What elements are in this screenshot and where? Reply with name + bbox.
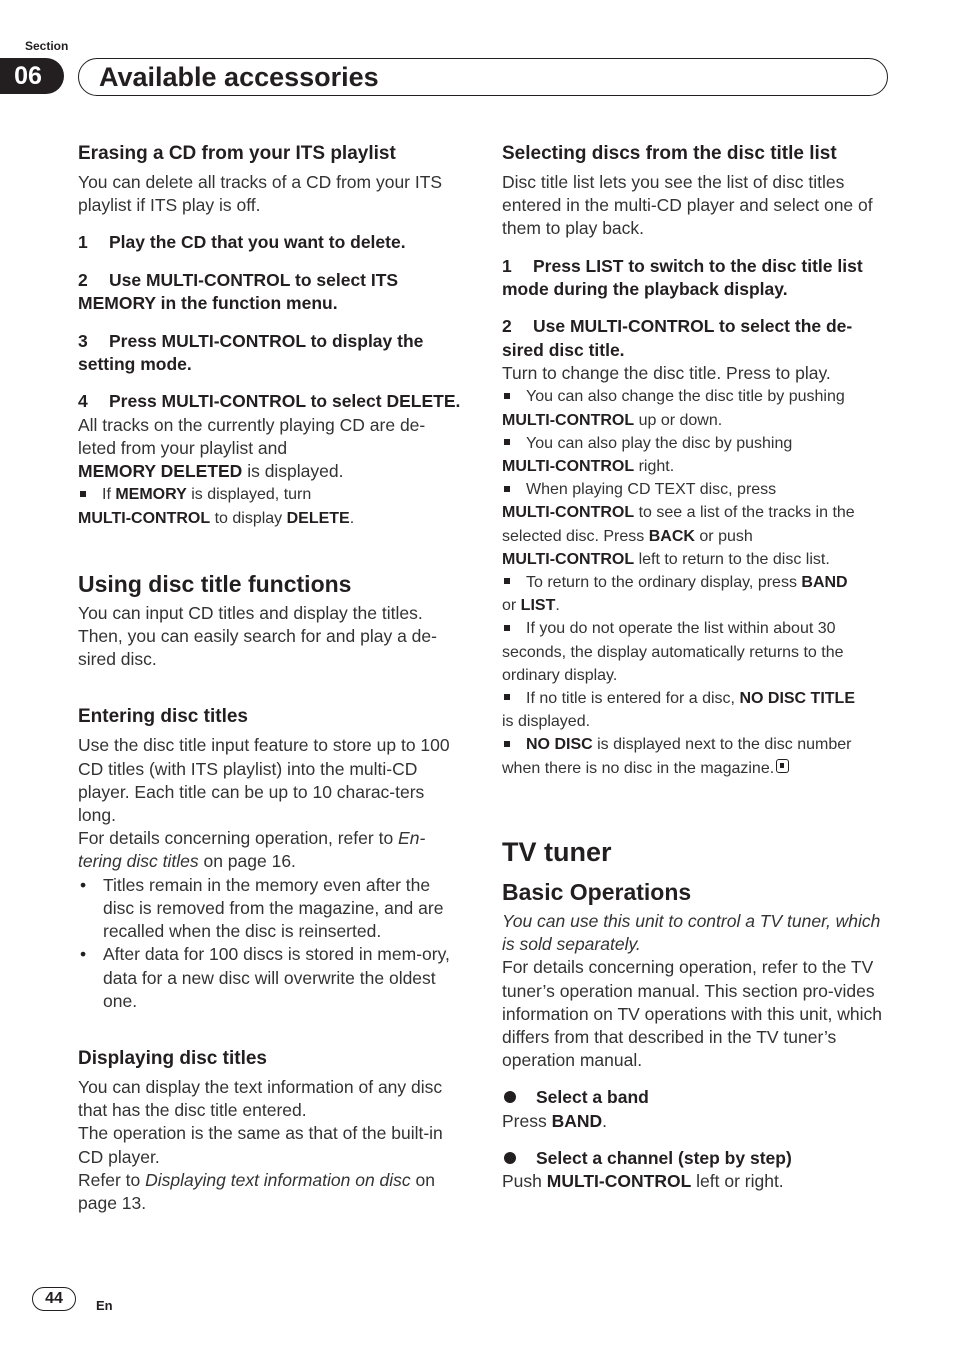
note-square-icon <box>504 393 510 399</box>
section-label: Section <box>25 39 69 53</box>
channel-heading: Select a channel (step by step) <box>502 1147 886 1170</box>
basic-operations-heading: Basic Operations <box>502 878 692 905</box>
bullet-dot-icon <box>504 1091 516 1103</box>
tv-tuner-heading: TV tuner <box>502 836 612 867</box>
basic-body: For details concerning operation, refer to the TV tuner’s operation manual. This section pro-vides information on TV operations with this unit, which differs from that described in the TV tuner’s operation manual. <box>502 957 883 1071</box>
erase-step-4: 4 Press MULTI-CONTROL to select DELETE. <box>78 391 461 412</box>
select-note-7: NO DISC is displayed next to the disc number when there is no disc in the magazine. <box>502 736 852 777</box>
erase-step-4-body: All tracks on the currently playing CD are de-leted from your playlist and <box>78 414 426 459</box>
note-square-icon <box>504 694 510 700</box>
note-square-icon <box>504 625 510 631</box>
note-square-icon <box>504 741 510 747</box>
erase-step-1: 1 Play the CD that you want to delete. <box>78 232 406 253</box>
entering-body: Use the disc title input feature to store up to 100 CD titles (with ITS playlist) into the multi-CD player. Each title can be up to 10 charac-ters long. <box>78 735 450 826</box>
erase-heading: Erasing a CD from your ITS playlist <box>78 143 396 164</box>
entering-bullets <box>78 874 462 1013</box>
band-body: Press BAND. <box>502 1110 608 1131</box>
language-label: En <box>96 1298 113 1313</box>
page-title: Available accessories <box>99 62 379 92</box>
note-square-icon <box>80 491 86 497</box>
page-number: 44 <box>32 1287 76 1311</box>
displaying-heading: Displaying disc titles <box>78 1047 267 1069</box>
band-heading: Select a band <box>502 1086 886 1109</box>
displaying-body-1: You can display the text information of any disc that has the disc title entered. <box>78 1076 443 1121</box>
list-item: • After data for 100 discs is stored in mem-ory, data for a new disc will overwrite the oldest one. <box>78 943 462 1013</box>
entering-ref: For details concerning operation, refer to En-tering disc titles on page 16. <box>78 828 426 872</box>
chapter-header-bar <box>78 58 888 96</box>
using-heading: Using disc title functions <box>78 570 352 597</box>
using-body: You can input CD titles and display the titles. Then, you can easily search for and play a de-sired disc. <box>78 602 437 670</box>
select-note-3: When playing CD TEXT disc, press MULTI-CONTROL to see a list of the tracks in the selected disc. Press BACK or push MULTI-CONTROL left to return to the disc list. <box>502 481 855 568</box>
basic-italic-intro: You can use this unit to control a TV tuner, which is sold separately. <box>502 910 881 955</box>
select-note-4: To return to the ordinary display, press BAND or LIST. <box>502 574 848 615</box>
right-column <box>502 142 886 1194</box>
erase-step-2: 2 Use MULTI-CONTROL to select ITS MEMORY in the function menu. <box>78 269 399 314</box>
channel-body: Push MULTI-CONTROL left or right. <box>502 1171 784 1192</box>
displaying-body-2: The operation is the same as that of the built-in CD player. <box>78 1123 443 1167</box>
select-step-2: 2 Use MULTI-CONTROL to select the de-sired disc title. <box>502 316 853 360</box>
erase-step-4-result: MEMORY DELETED is displayed. <box>78 461 344 482</box>
select-note-5: If you do not operate the list within about 30 seconds, the display automatically returns to the ordinary display. <box>502 620 844 684</box>
selecting-heading: Selecting discs from the disc title list <box>502 143 837 164</box>
erase-intro: You can delete all tracks of a CD from your ITS playlist if ITS play is off. <box>78 172 443 216</box>
list-item: • Titles remain in the memory even after the disc is removed from the magazine, and are recalled when the disc is reinserted. <box>78 874 462 944</box>
select-step-2-body: Turn to change the disc title. Press to play. <box>502 363 831 384</box>
bullet-dot-icon <box>504 1152 516 1164</box>
select-note-6: If no title is entered for a disc, NO DISC TITLE is displayed. <box>502 690 855 731</box>
note-square-icon <box>504 486 510 492</box>
note-square-icon <box>504 578 510 584</box>
note-square-icon <box>504 439 510 445</box>
erase-note: If MEMORY is displayed, turn MULTI-CONTROL to display DELETE. <box>78 486 355 527</box>
erase-step-3: 3 Press MULTI-CONTROL to display the setting mode. <box>78 330 424 375</box>
select-note-1: You can also change the disc title by pushing MULTI-CONTROL up or down. <box>502 388 845 429</box>
displaying-ref: Refer to Displaying text information on disc on page 13. <box>78 1169 435 1213</box>
left-column <box>78 142 462 1215</box>
selecting-intro: Disc title list lets you see the list of disc titles entered in the multi-CD player and select one of them to play back. <box>502 172 873 239</box>
select-note-2: You can also play the disc by pushing MULTI-CONTROL right. <box>502 434 793 476</box>
end-of-section-icon <box>776 759 789 773</box>
select-step-1: 1 Press LIST to switch to the disc title list mode during the playback display. <box>502 255 863 300</box>
entering-heading: Entering disc titles <box>78 706 248 728</box>
section-number-badge: 06 <box>0 58 64 94</box>
